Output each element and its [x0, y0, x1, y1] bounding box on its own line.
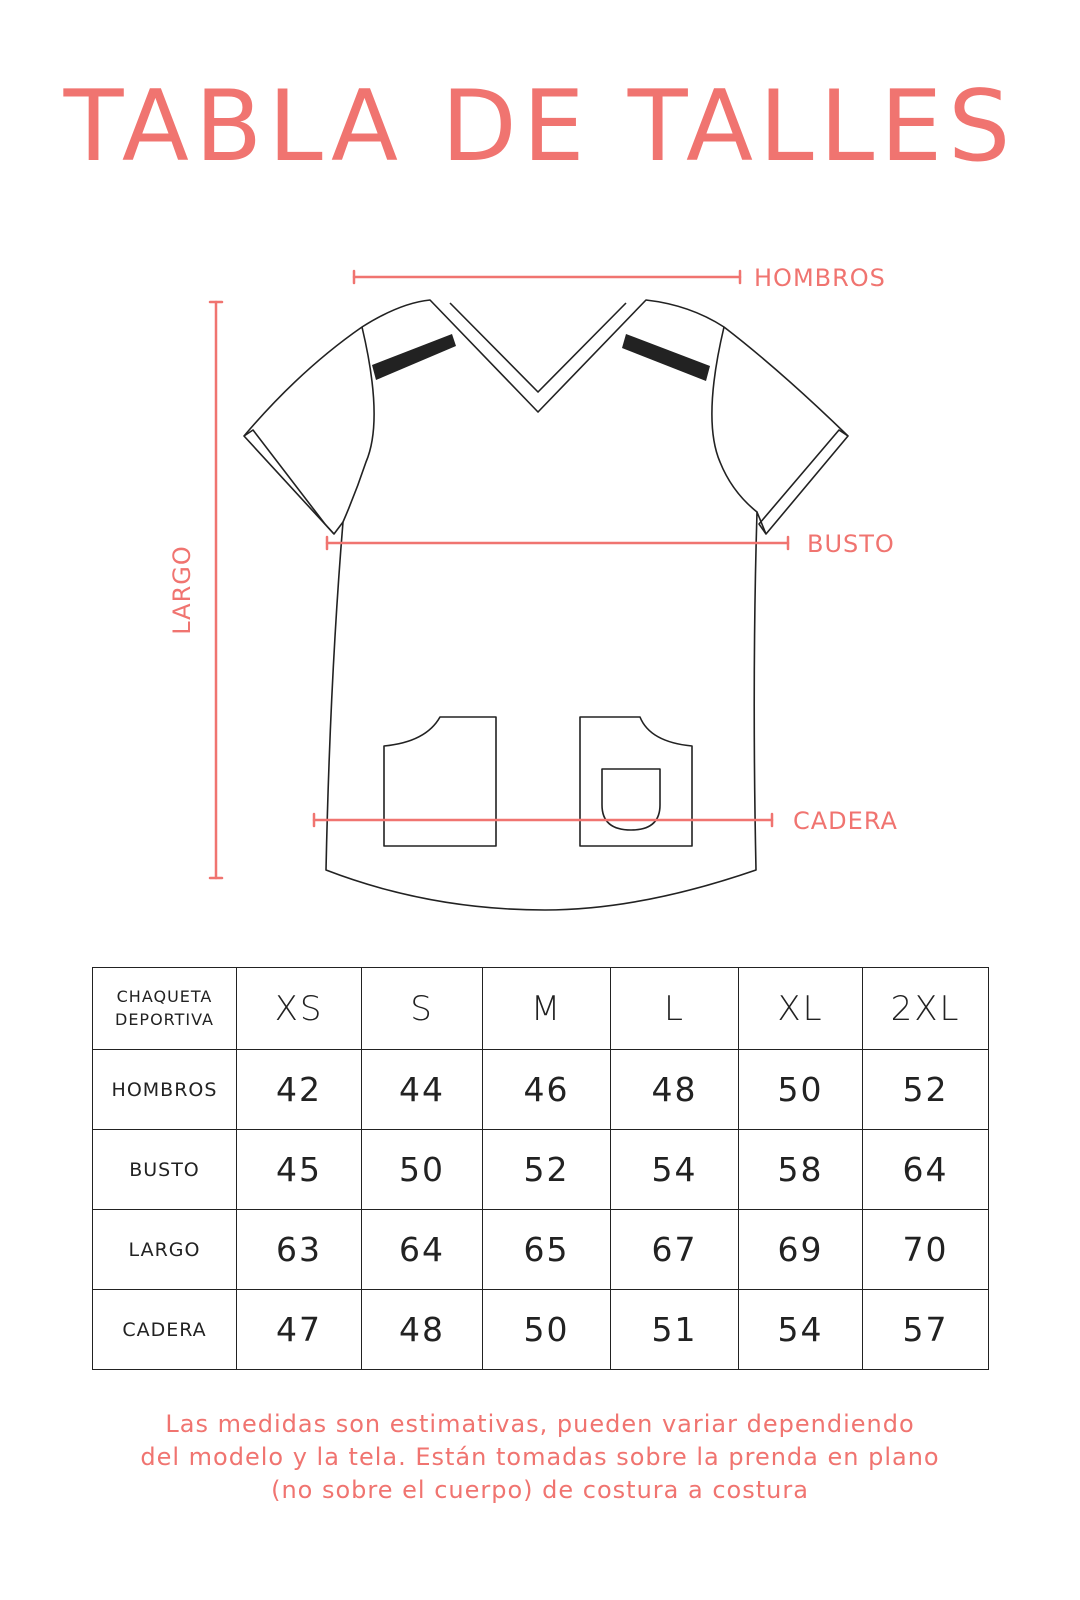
- row-label: CADERA: [93, 1290, 237, 1370]
- page-title: TABLA DE TALLES: [63, 70, 1017, 184]
- table-cell: 44: [362, 1050, 483, 1130]
- table-cell: 52: [483, 1130, 611, 1210]
- footnote-line1: Las medidas son estimativas, pueden variar dependiendo: [165, 1410, 915, 1438]
- scrub-top-illustration: [244, 300, 848, 910]
- size-header: XL: [739, 968, 863, 1050]
- size-table: [92, 967, 989, 1370]
- size-header: L: [611, 968, 739, 1050]
- busto-label: BUSTO: [807, 530, 895, 558]
- table-cell: 65: [483, 1210, 611, 1290]
- table-cell: 50: [739, 1050, 863, 1130]
- table-cell: 52: [863, 1050, 989, 1130]
- table-cell: 42: [237, 1050, 362, 1130]
- table-cell: 50: [483, 1290, 611, 1370]
- table-cell: 45: [237, 1130, 362, 1210]
- corner-line2: DEPORTIVA: [115, 1009, 214, 1029]
- busto-measure-line: [327, 537, 788, 549]
- table-row: [93, 1050, 989, 1130]
- table-cell: 46: [483, 1050, 611, 1130]
- size-header: M: [483, 968, 611, 1050]
- table-cell: 57: [863, 1290, 989, 1370]
- size-header: S: [362, 968, 483, 1050]
- cadera-measure-line: [314, 814, 772, 826]
- table-header-row: [93, 968, 989, 1050]
- left-sleeve-cuff: [244, 430, 334, 534]
- garment-body-outline: [244, 300, 848, 910]
- table-cell: 51: [611, 1290, 739, 1370]
- row-label: HOMBROS: [93, 1050, 237, 1130]
- table-cell: 50: [362, 1130, 483, 1210]
- table-cell: 70: [863, 1210, 989, 1290]
- left-sleeve-seam: [343, 327, 374, 522]
- table-cell: 47: [237, 1290, 362, 1370]
- largo-label: LARGO: [168, 545, 196, 635]
- footnote-line2: del modelo y la tela. Están tomadas sobre la prenda en plano: [140, 1443, 940, 1471]
- row-label: BUSTO: [93, 1130, 237, 1210]
- right-sleeve-cuff: [759, 430, 848, 534]
- footnote-line3: (no sobre el cuerpo) de costura a costura: [271, 1476, 809, 1504]
- size-header: 2XL: [863, 968, 989, 1050]
- corner-line1: CHAQUETA: [116, 987, 213, 1007]
- table-cell: 67: [611, 1210, 739, 1290]
- table-row: [93, 1210, 989, 1290]
- cadera-label: CADERA: [793, 807, 898, 835]
- footnote: [60, 1408, 1020, 1507]
- table-cell: 63: [237, 1210, 362, 1290]
- row-label: LARGO: [93, 1210, 237, 1290]
- hombros-measure-line: [354, 271, 740, 283]
- table-cell: 54: [611, 1130, 739, 1210]
- table-row: [93, 1130, 989, 1210]
- size-header: XS: [237, 968, 362, 1050]
- left-pocket: [384, 717, 496, 846]
- table-corner-label: [93, 968, 237, 1050]
- left-shoulder-band: [372, 334, 456, 380]
- table-cell: 58: [739, 1130, 863, 1210]
- hombros-label: HOMBROS: [754, 264, 886, 292]
- table-cell: 48: [362, 1290, 483, 1370]
- table-cell: 48: [611, 1050, 739, 1130]
- right-shoulder-band: [622, 334, 710, 381]
- table-cell: 69: [739, 1210, 863, 1290]
- table-cell: 54: [739, 1290, 863, 1370]
- right-sleeve-seam: [712, 327, 757, 512]
- table-row: [93, 1290, 989, 1370]
- table-cell: 64: [362, 1210, 483, 1290]
- right-pocket: [580, 717, 692, 846]
- largo-measure-line: [210, 302, 222, 878]
- table-cell: 64: [863, 1130, 989, 1210]
